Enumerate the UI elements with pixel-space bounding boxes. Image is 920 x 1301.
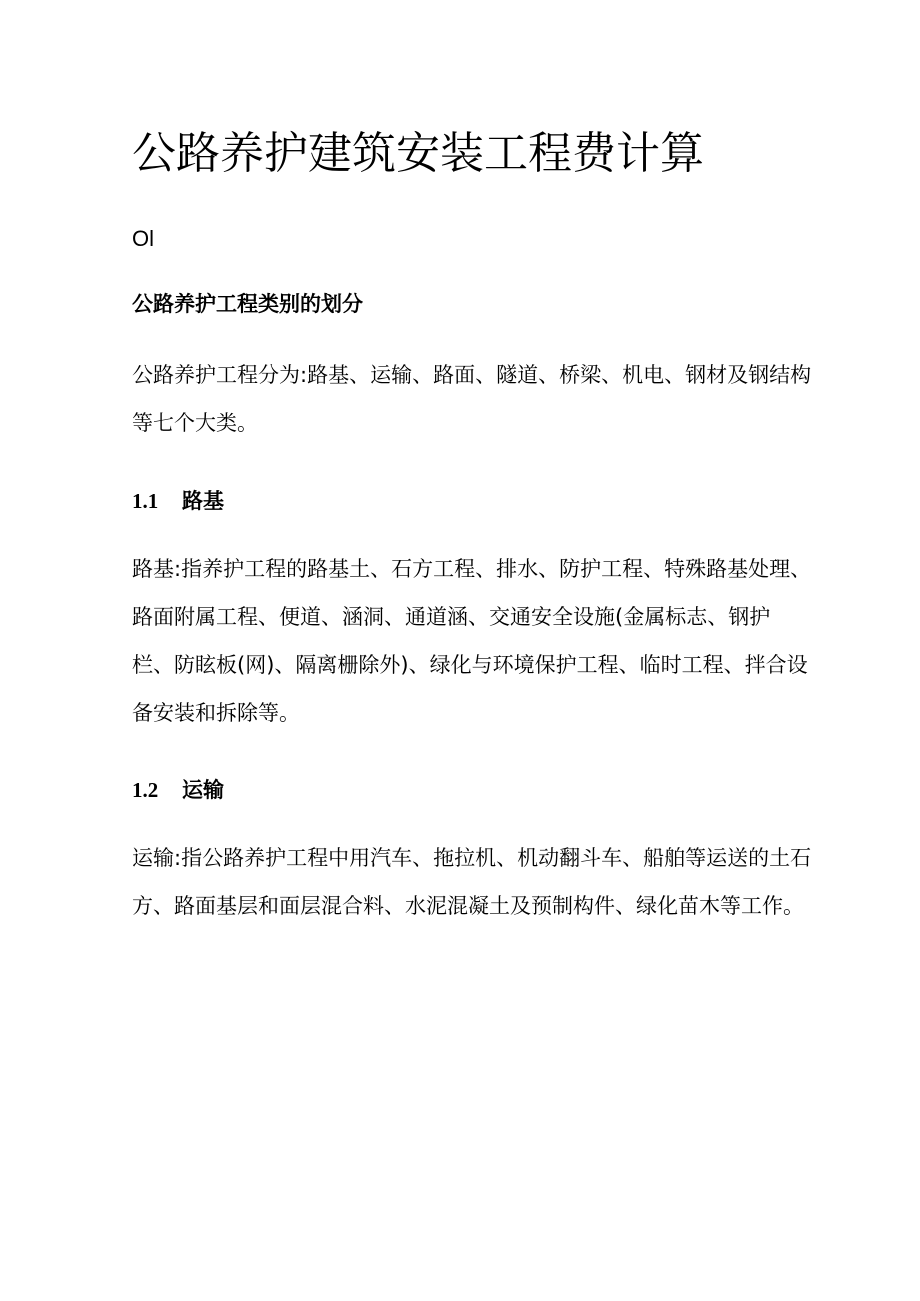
subsection-number: 1.2	[132, 778, 159, 802]
document-title: 公路养护建筑安装工程费计算	[132, 128, 704, 179]
subsection-number: 1.1	[132, 489, 159, 513]
section-marker: Ol	[132, 226, 154, 251]
subsection-heading-transport	[132, 774, 224, 806]
subsection-body-roadbed: 路基:指养护工程的路基土、石方工程、排水、防护工程、特殊路基处理、路面附属工程、便道、涵洞、通道涵、交通安全设施(金属标志、钢护栏、防眩板(网)、隔离栅除外)、绿化与环境保护工程、临时工程、拌合设备安装和拆除等。	[132, 557, 812, 725]
subsection-heading-text: 运输	[182, 778, 224, 802]
section-title: 公路养护工程类别的划分	[132, 292, 363, 316]
subsection-heading-text: 路基	[182, 489, 224, 513]
subsection-body-transport: 运输:指公路养护工程中用汽车、拖拉机、机动翻斗车、船舶等运送的土石方、路面基层和面层混合料、水泥混凝土及预制构件、绿化苗木等工作。	[132, 846, 812, 918]
subsection-heading-roadbed	[132, 485, 224, 517]
intro-paragraph: 公路养护工程分为:路基、运输、路面、隧道、桥梁、机电、钢材及钢结构等七个大类。	[132, 363, 812, 435]
